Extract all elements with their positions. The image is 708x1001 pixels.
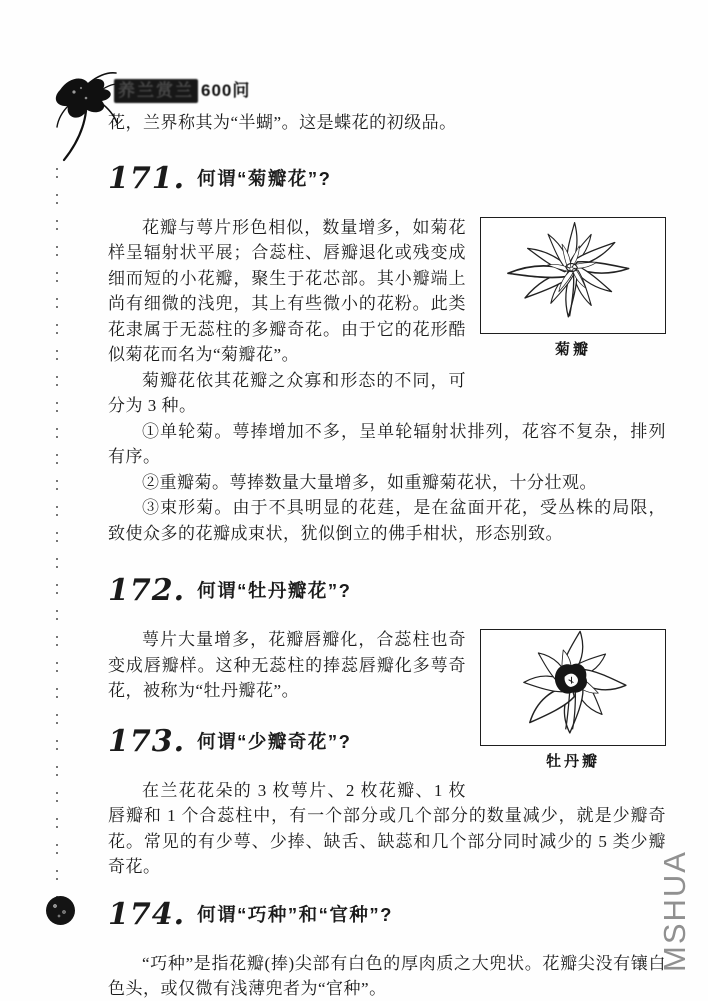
intro-line: 花，兰界称其为“半蝴”。这是蝶花的初级品。 (108, 113, 457, 132)
running-head (114, 76, 250, 101)
question-title: 何谓“牡丹瓣花”? (197, 580, 352, 601)
page-number-badge (46, 896, 75, 925)
figure-peony-petal (480, 629, 666, 775)
figure-caption: 菊瓣 (554, 340, 591, 358)
paragraph: 萼片大量增多，花瓣唇瓣化，合蕊柱也奇变成唇瓣样。这种无蕊柱的捧蕊唇瓣化多萼奇花，被称为“牡丹瓣花”。 (108, 630, 466, 700)
book-title-smudged: 养兰赏兰 (114, 79, 198, 103)
question-number: 171. (108, 160, 186, 196)
paragraph: ①单轮菊。萼捧增加不多，呈单轮辐射状排列，花容不复杂，排列有序。 (108, 421, 666, 466)
question-number: 173. (108, 723, 186, 759)
paragraph: ③束形菊。由于不具明显的花莛，是在盆面开花，受丛株的局限，致使众多的花瓣成束状，犹似倒立的佛手柑状，形态别致。 (108, 498, 666, 543)
watermark: MSHUA (657, 850, 693, 972)
question-title: 何谓“菊瓣花”? (197, 167, 332, 189)
question-number: 172. (108, 573, 186, 608)
question-171-heading (108, 161, 666, 201)
paragraph: “巧种”是指花瓣(捧)尖部有白色的厚肉质之大兜状。花瓣尖没有镶白色头，或仅微有浅薄兜者为“官种”。 (108, 953, 666, 998)
figure-box (480, 217, 666, 334)
peony-petal-flower-sketch (481, 630, 664, 744)
figure-chrysanthemum-petal (480, 217, 666, 363)
paragraph: ②重瓣菊。萼捧数量大量增多，如重瓣菊花状，十分壮观。 (142, 472, 597, 492)
question-title: 何谓“少瓣奇花”? (197, 730, 352, 752)
question-172-heading (108, 573, 666, 613)
chrysanthemum-petal-flower-sketch (481, 218, 664, 332)
book-title-clear: 600问 (201, 81, 251, 100)
question-174-heading (108, 897, 666, 937)
paragraph: 花瓣与萼片形色相似，数量增多，如菊花样呈辐射状平展；合蕊柱、唇瓣退化或残变成细而短的小花瓣，聚生于花芯部。其小瓣端上尚有细微的浅兜，其上有些微小的花粉。此类花隶属于无蕊柱的多瓣奇花。由于它的花形酷似菊花而名为“菊瓣花”。 (108, 217, 466, 364)
question-title: 何谓“巧种”和“官种”? (197, 903, 393, 925)
text-column (108, 110, 666, 1001)
paragraph: 在兰花花朵的 3 枚萼片、2 枚花瓣、1 枚唇瓣和 1 个合蕊柱中，有一个部分或几个部分的数量减少，就是少瓣奇花。常见的有少萼、少捧、缺舌、缺蕊和几个部分同时减少的 5 类少瓣奇花。 (108, 780, 666, 876)
question-number: 174. (108, 896, 186, 932)
paragraph: 菊瓣花依其花瓣之众寡和形态的不同，可分为 3 种。 (108, 370, 466, 415)
dotted-divider (56, 168, 58, 920)
figure-caption: 牡丹瓣 (545, 753, 600, 770)
figure-box (480, 629, 666, 746)
